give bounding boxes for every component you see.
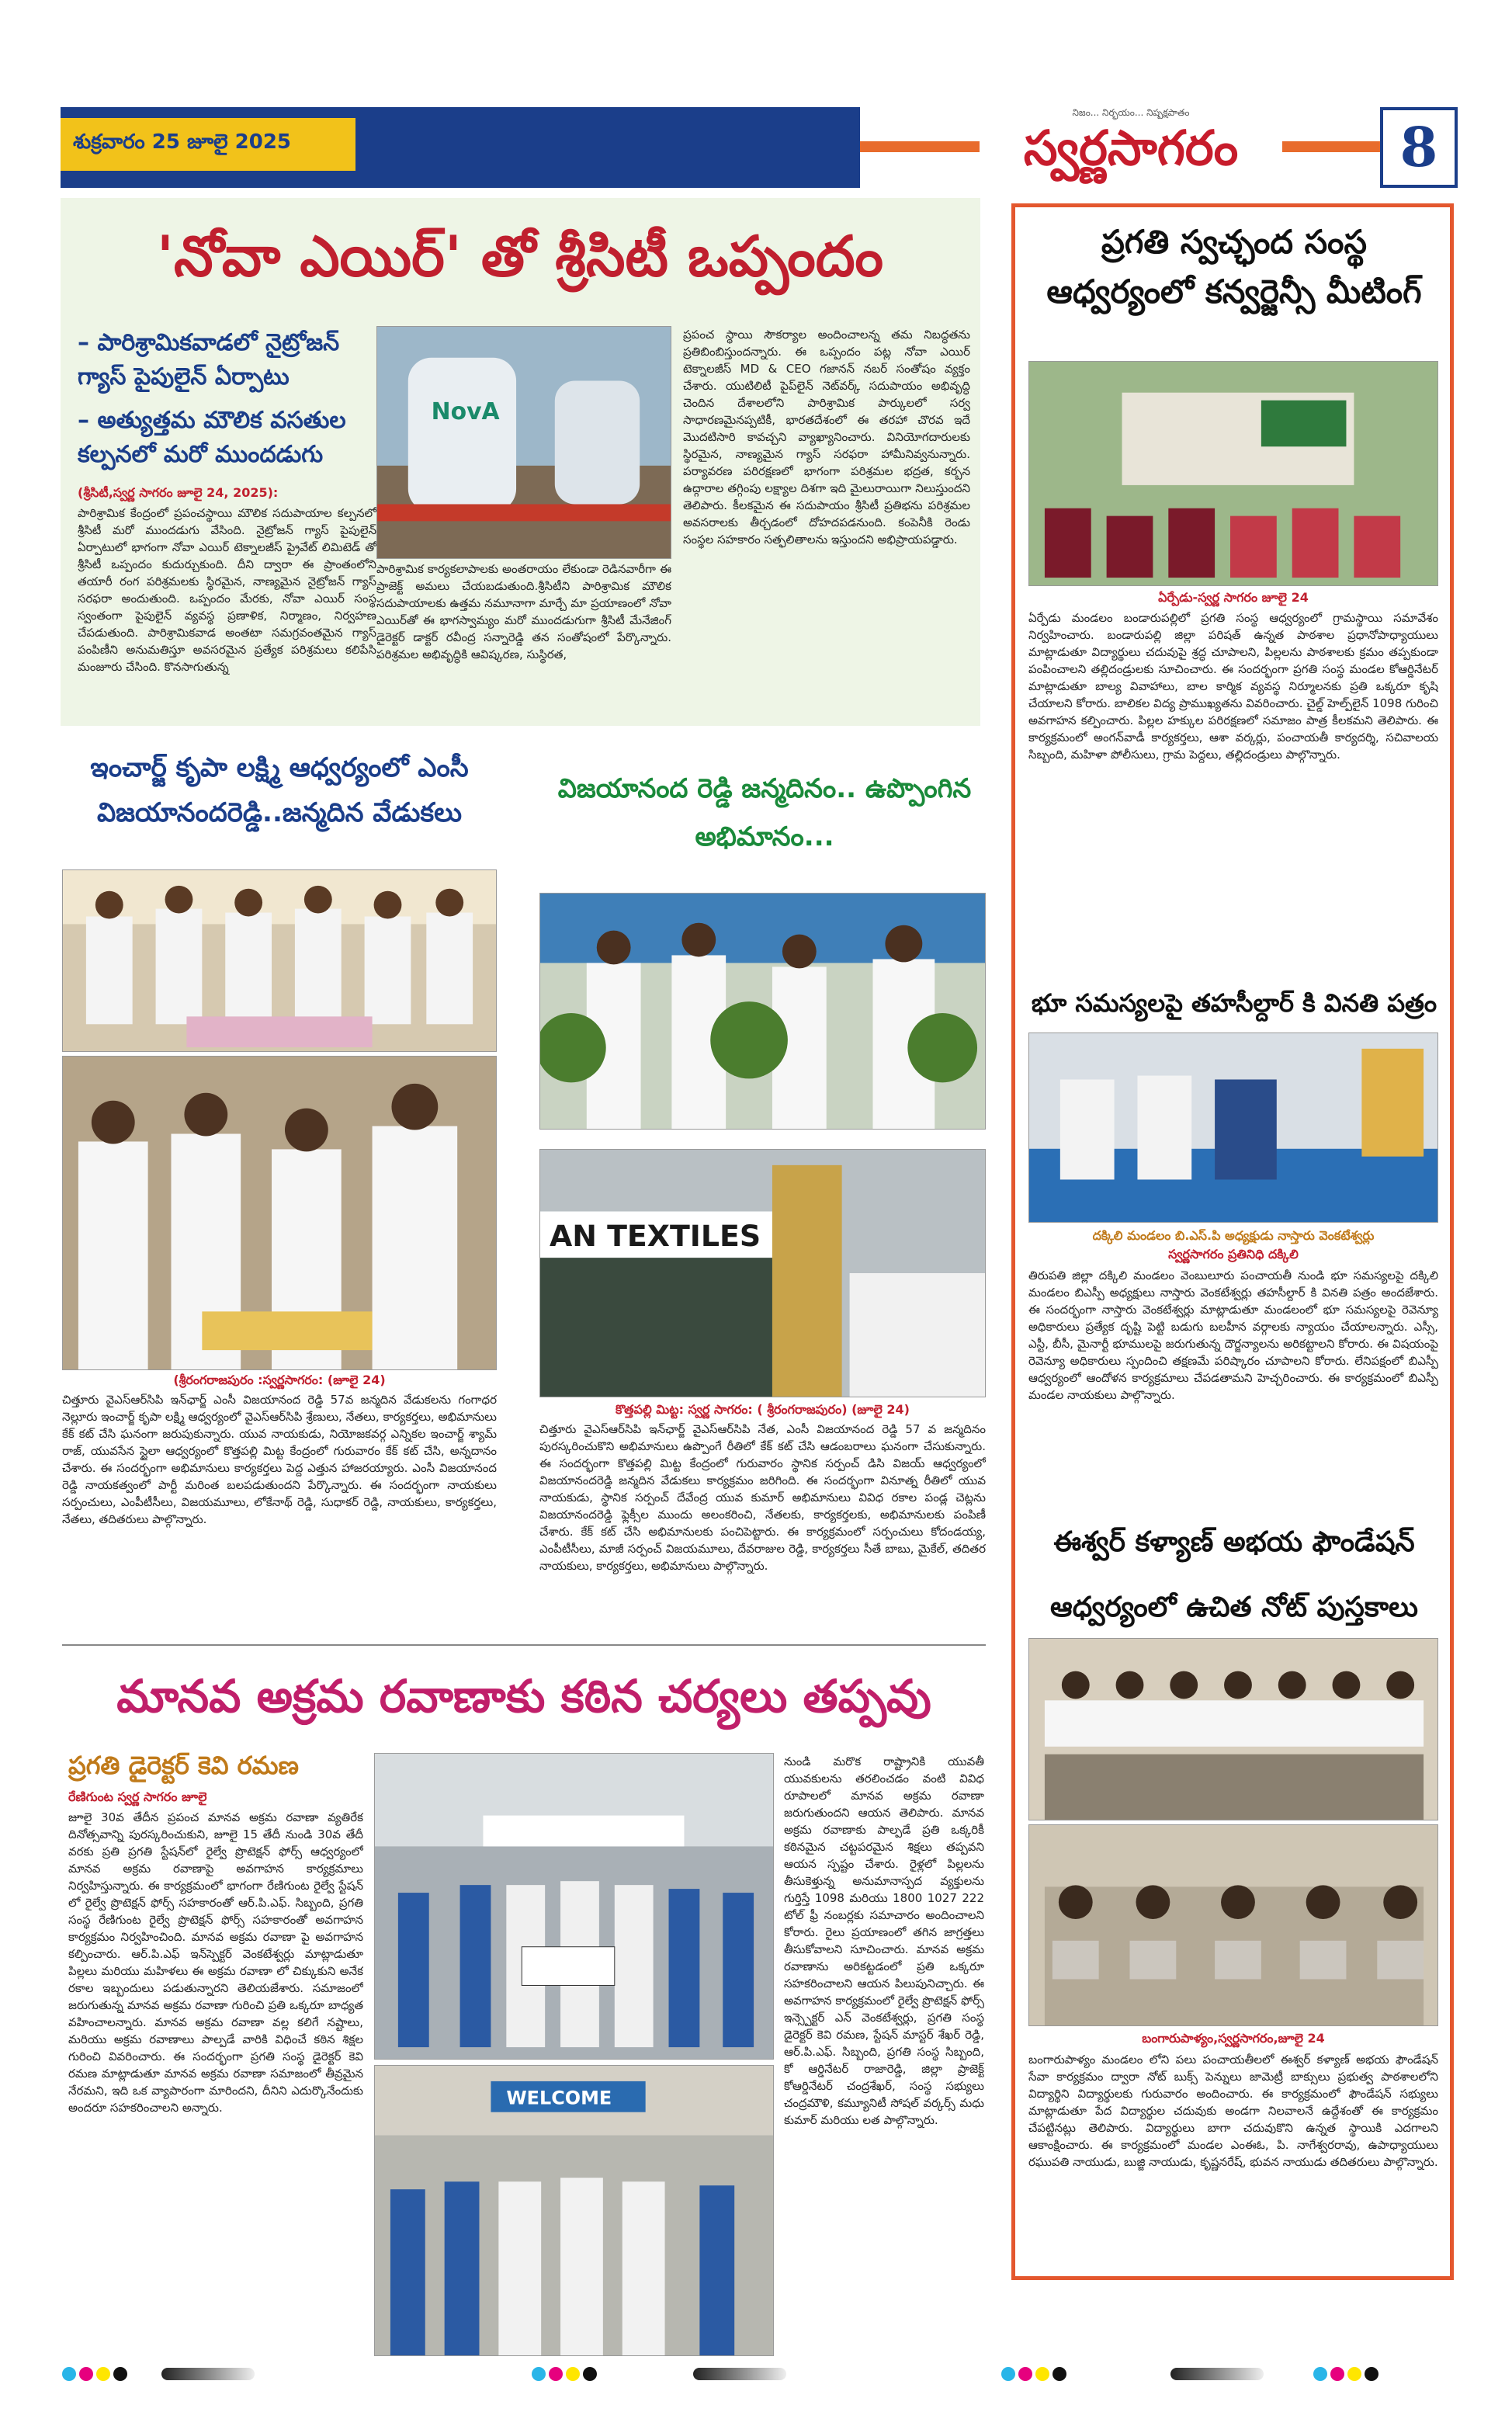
svg-text:NovA: NovA [431, 398, 500, 426]
story4-subhead: ప్రగతి డైరెక్టర్ కెవి రమణ [68, 1751, 299, 1780]
story4-photo-station [374, 2065, 774, 2356]
right-story1-headline: ప్రగతి స్వచ్ఛంద సంస్థ ఆధ్వర్యంలో కన్వర్జెన్సీ మీటింగ్ [1046, 223, 1422, 311]
masthead-title: స్వర్ణసాగరం [1023, 120, 1239, 176]
story3-headline: విజయానంద రెడ్డి జన్మదినం.. ఉప్పొంగిన అభిమానం... [557, 773, 972, 852]
registration-marks-middle [532, 2366, 786, 2382]
story3-dateline: కొత్తపల్లి మిట్ట: స్వర్ణ సాగరం: ( శ్రీరంగరాజపురం) (జూలై 24) [616, 1402, 910, 1417]
header-rule-right [1282, 141, 1380, 152]
story2-body: చిత్తూరు వైఎస్ఆర్‌సిపి ఇన్‌ఛార్జ్ ఎంసీ విజయానంద రెడ్డి 57వ జన్మదిన వేడుకలను గంగాధర నెల్లూరు ఇంచార్జ్ కృపా లక్ష్మి ఆధ్వర్యంలో వైఎస్ఆర్‌సిపి శ్రేణులు, నేతలు, కార్యకర్తలు, అభిమానులు కేక్ కట్ చేసి ఘనంగా జరుపుకున్నారు. యువ నాయకుడు, నియోజకవర్గ ఎన్నికల ఇంచార్జ్ శ్యామ్ రాజ్, యువసేన స్టైలా ఆధ్వర్యంలో కొత్తపల్లి మిట్ట కేంద్రంలో గురువారం కేక్ కట్ చేసి, అన్నదానం చేశారు. ఈ సందర్భంగా అభిమానులు కార్యకర్తలు పెద్ద ఎత్తున హాజరయ్యారు. ఎంసీ విజయానంద రెడ్డి నాయకత్వంలో పార్టీ మరింత బలపడుతుందని పేర్కొన్నారు. ఈ సందర్భంగా నాయకులు సర్పంచులు, ఎంపీటీసీలు, విజయమూలు, లోకేనాథ్ రెడ్డి, సుధాకర్ రెడ్డి, నాయకులు, కార్యకర్తలు, నేతలు, తదితరులు పాల్గొన్నారు. [62, 1393, 497, 1526]
petition-photo [1028, 1033, 1438, 1223]
registration-marks-left [62, 2366, 255, 2382]
textiles-banner-text: AN TEXTILES [549, 1219, 761, 1254]
story3-photo-statue [539, 1149, 986, 1397]
story3-photo-saplings [539, 893, 986, 1130]
section-divider [62, 1644, 986, 1646]
right-story2-body: తిరుపతి జిల్లా దక్కిలి మండలం వెంబులూరు పంచాయతీ నుండి భూ సమస్యలపై దక్కిలి మండలం బిఎస్పీ అధ్యక్షులు నాస్తారు వెంకటేశ్వర్లు తహసీల్దార్ కి వినతి పత్రం అందజేశారు. ఈ సందర్భంగా నాస్తారు వెంకటేశ్వర్లు మాట్లాడుతూ మండలంలో భూ సమస్యలపై రెవెన్యూ అధికారులు ప్రత్యేక దృష్టి పెట్టి బడుగు బలహీన వర్గాలకు న్యాయం చేయాలన్నారు. ఎస్సీ, ఎస్టీ, బీసీ, మైనార్టీ భూములపై జరుగుతున్న దౌర్జన్యాలను అరికట్టాలని కోరారు. ఈ విషయంపై రెవెన్యూ అధికారులు స్పందించి తక్షణమే పరిష్కారం చూపాలని కోరారు. లేనిపక్షంలో బిఎస్పీ ఆధ్వర్యంలో ఆందోళన కార్యక్రమాలు చేపడతామని హెచ్చరించారు. ఈ కార్యక్రమంలో బిఎస్పీ మండల నాయకులు పాల్గొన్నారు. [1028, 1269, 1438, 1402]
lead-column-2: పారిశ్రామిక కార్యకలాపాలకు అంతరాయం లేకుండా రెడినవారీగా ఈ ప్రాజెక్ట్ అమలు చేయబడుతుంది.శ్రీసిటీని పారిశ్రామిక మౌలిక సదుపాయాలకు ఉత్తమ నమూనాగా మార్చే మా ప్రయాణంలో నోవా ఎయిర్‌తో ఈ భాగస్వామ్యం మరో ముందడుగుగా శ్రీసిటీ మేనేజింగ్ డైరెక్టర్ డాక్టర్ రవీంద్ర సన్నారెడ్డి తన సంతోషంలో పేర్కొన్నారు. పరిశ్రమల అభివృద్ధికి ఆవిష్కరణ, సుస్థిరత, [376, 562, 671, 661]
right-story2-headline: భూ సమస్యలపై తహసీల్దార్ కి వినతి పత్రం [1031, 988, 1437, 1018]
lead-subhead-2: – అత్యుత్తమ మౌలిక వసతుల కల్పనలో మరో ముందడుగు [78, 407, 346, 468]
right-story3-body: బంగారుపాళ్యం మండలం లోని పలు పంచాయతీలలో ఈశ్వర్ కళ్యాణ్ అభయ ఫౌండేషన్ సేవా కార్యక్రమం ద్వారా నోట్ బుక్స్ పెన్నులు జామెట్రీ బాక్సులు ప్రభుత్వ పాఠశాలలోని విద్యార్థిని విద్యార్థులకు గురువారం అందించారు. ఈ కార్యక్రమంలో ఫౌండేషన్ సభ్యులు మాట్లాడుతూ పేద విద్యార్థుల చదువుకు అండగా నిలవాలనే ఉద్దేశంతో ఈ కార్యక్రమం చేపట్టినట్లు తెలిపారు. విద్యార్థులు బాగా చదువుకొని ఉన్నత స్థాయికి ఎదగాలని ఆకాంక్షించారు. ఈ కార్యక్రమంలో మండల ఎంఈఓ, పి. నాగేశ్వరరావు, ఉపాధ్యాయులు రఘుపతి నాయుడు, బుజ్జి నాయుడు, కృష్ణనరేష్, భువన నాయుడు తదితరులు పాల్గొన్నారు. [1028, 2053, 1438, 2169]
masthead-tag: నిజం... నిర్భయం... నిష్పక్షపాతం [1072, 107, 1190, 118]
story2-dateline: (శ్రీరంగరాజపురం :స్వర్ణసాగరం: (జూలై 24) [173, 1373, 386, 1387]
date-bar [61, 107, 860, 188]
story2-photo-cake [62, 869, 497, 1052]
nova-air-plant-photo [376, 326, 671, 559]
notebook-distribution-photo-2 [1028, 1824, 1438, 2026]
story4-column-1: జూలై 30వ తేదీన ప్రపంచ మానవ అక్రమ రవాణా వ్యతిరేక దినోత్సవాన్ని పురస్కరించుకుని, జూలై 15 తేదీ నుండి 30వ తేదీ వరకు ప్రతి ప్రగతి స్టేషన్‌లో రైల్వే ప్రొటెక్షన్ ఫోర్స్ ఆధ్వర్యంలో మానవ అక్రమ రవాణాపై అవగాహన కార్యక్రమాలు నిర్వహిస్తున్నారు. ఈ కార్యక్రమంలో భాగంగా రేణిగుంట రైల్వే స్టేషన్ లో రైల్వే ప్రొటెక్షన్ ఫోర్స్ సహకారంతో ఆర్.పి.ఎఫ్. సిబ్బంది, ప్రగతి సంస్థ రేణిగుంట రైల్వే ప్రొటెక్షన్ ఫోర్స్ సహకారంతో అవగాహన కార్యక్రమం నిర్వహించింది. మానవ అక్రమ రవాణా పై అవగాహన కల్పించారు. ఆర్.పి.ఎఫ్ ఇన్‌స్పెక్టర్ వెంకటేశ్వర్లు మాట్లాడుతూ పిల్లలు మరియు మహిళలు ఈ అక్రమ రవాణా లో చిక్కుకుని అనేక రకాల ఇబ్బందులు పడుతున్నారని తెలియజేశారు. సమాజంలో జరుగుతున్న మానవ అక్రమ రవాణా గురించి ప్రతి ఒక్కరూ బాధ్యత వహించాలన్నారు. మానవ అక్రమ రవాణా వల్ల కలిగే నష్టాలు, మరియు అక్రమ రవాణాలు పాల్పడే వారికి విధించే కఠిన శిక్షల గురించి వివరించారు. ఈ సందర్భంగా ప్రగతి సంస్థ డైరెక్టర్ కెవి రమణ మాట్లాడుతూ మానవ అక్రమ రవాణా సమాజంలో తీవ్రమైన నేరమని, ఇది ఒక వ్యాపారంగా మారిందని, దీనిని ఎదుర్కొనేందుకు అందరూ సహకరించాలని అన్నారు. [68, 1810, 363, 2115]
right-story2-subcaption: స్వర్ణసాగరం ప్రతినిధి దక్కిలి [1168, 1247, 1299, 1262]
lead-subhead-1: – పారిశ్రామికవాడలో నైట్రోజన్ గ్యాస్ పైపులైన్ ఏర్పాటు [78, 329, 340, 390]
right-story2-caption: దక్కిలి మండలం బి.ఎస్.పి అధ్యక్షుడు నాస్తారు వెంకటేశ్వర్లు [1092, 1228, 1375, 1243]
lead-column-1: పారిశ్రామిక కేంద్రంలో ప్రపంచస్థాయి మౌలిక సదుపాయాల కల్పనలో శ్రీసిటీ మరో ముందడుగు వేసింది. నైట్రోజన్ గ్యాస్ పైపులైన్ ఏర్పాటులో భాగంగా నోవా ఎయిర్ టెక్నాలజీస్ ప్రైవేట్ లిమిటెడ్ తో శ్రీసిటీ ఒప్పందం కుదుర్చుకుంది. దీని ద్వారా ఈ ప్రాంతంలోని తయారీ రంగ పరిశ్రమలకు స్థిరమైన, నాణ్యమైన నైట్రోజన్ గ్యాస్ సరఫరా అందుతుంది. ఒప్పందం మేరకు, నోవా ఎయిర్ సంస్థ స్వంతంగా పైపులైన్ వ్యవస్థ ప్రణాళిక, నిర్మాణం, నిర్వహణ చేపడుతుంది. పారిశ్రామికవాడ అంతటా సమగ్రవంతమైన గ్యాస్ పంపిణీని అనుమతిస్తూ అవసరమైన ప్రత్యేక పరిశ్రమలు కలిపేసి మంజూరు చేసింది. కొనసాగుతున్న [78, 506, 376, 674]
right-story1-body: ఏర్పేడు మండలం బండారుపల్లిలో ప్రగతి సంస్థ ఆధ్వర్యంలో గ్రామస్థాయి సమావేశం నిర్వహించారు. బండారుపల్లి జిల్లా పరిషత్ ఉన్నత పాఠశాల ప్రధానోపాధ్యాయులు మాట్లాడుతూ విద్యార్థులు చదువుపై శ్రద్ధ చూపాలని, పిల్లలను పాఠశాలకు క్రమం తప్పకుండా పంపించాలని తల్లిదండ్రులకు సూచించారు. ఈ సందర్భంగా ప్రగతి సంస్థ మండల కోఆర్డినేటర్ మాట్లాడుతూ బాల్య వివాహాలు, బాల కార్మిక వ్యవస్థ నిర్మూలనకు ప్రతి ఒక్కరూ కృషి చేయాలని కోరారు. బాలికల విద్య ప్రాముఖ్యతను వివరించారు. చైల్డ్ హెల్ప్‌లైన్ 1098 గురించి అవగాహన కల్పించారు. పిల్లల హక్కుల పరిరక్షణలో సమాజం పాత్ర కీలకమని తెలిపారు. ఈ కార్యక్రమంలో అంగన్‌వాడీ కార్యకర్తలు, ఆశా వర్కర్లు, పంచాయతీ కార్యదర్శి, సచివాలయ సిబ్బంది, మహిళా పోలీసులు, గ్రామ పెద్దలు, తల్లిదండ్రులు పాల్గొన్నారు. [1028, 611, 1438, 762]
welcome-banner-text: WELCOME [506, 2087, 612, 2109]
story2-headline: ఇంచార్జ్ కృపా లక్ష్మి ఆధ్వర్యంలో ఎంసీ విజయానందరెడ్డి..జన్మదిన వేడుకలు [90, 752, 469, 828]
header-rule-left [860, 141, 980, 152]
masthead [980, 107, 1282, 188]
notebook-distribution-photo-1 [1028, 1638, 1438, 1820]
issue-date: శుక్రవారం 25 జూలై 2025 [61, 118, 355, 171]
lead-dateline: (శ్రీసిటీ,స్వర్ణ సాగరం జూలై 24, 2025): [78, 485, 279, 500]
story2-photo-celebration [62, 1056, 497, 1370]
page-number: 8 [1380, 107, 1458, 188]
story4-headline: మానవ అక్రమ రవాణాకు కఠిన చర్యలు తప్పవు [116, 1670, 931, 1723]
right-story3-headline: ఈశ్వర్ కళ్యాణ్ అభయ ఫౌండేషన్ ఆధ్వర్యంలో ఉచిత నోట్ పుస్తకాలు [1049, 1526, 1419, 1623]
story4-dateline: రేణిగుంట స్వర్ణ సాగరం జూలై [68, 1789, 207, 1804]
story4-photo-rally [374, 1753, 774, 2060]
lead-headline: 'నోవా ఎయిర్' తో శ్రీసిటీ ఒప్పందం [156, 223, 884, 289]
story4-column-3: నుండి మరొక రాష్ట్రానికి యువతీ యువకులను తరలించడం వంటి వివిధ రూపాలలో మానవ అక్రమ రవాణా జరుగుతుందని ఆయన తెలిపారు. మానవ అక్రమ రవాణాకు పాల్పడే ప్రతి ఒక్కరికీ కఠినమైన చట్టపరమైన శిక్షలు తప్పవని ఆయన స్పష్టం చేశారు. రైళ్లలో పిల్లలను తీసుకెళ్తున్న అనుమానాస్పద వ్యక్తులను గుర్తిస్తే 1098 మరియు 1800 1027 222 టోల్ ఫ్రీ నంబర్లకు సమాచారం అందించాలని కోరారు. రైలు ప్రయాణంలో తగిన జాగ్రత్తలు తీసుకోవాలని సూచించారు. మానవ అక్రమ రవాణాను అరికట్టడంలో ప్రతి ఒక్కరూ సహకరించాలని ఆయన పిలుపునిచ్చారు. ఈ అవగాహన కార్యక్రమంలో రైల్వే ప్రొటెక్షన్ ఫోర్స్ ఇన్స్పెక్టర్ ఎన్ వెంకటేశ్వర్లు, ప్రగతి సంస్థ డైరెక్టర్ కెవి రమణ, స్టేషన్ మాస్టర్ శేఖర్ రెడ్డి, ఆర్.పి.ఎఫ్. సిబ్బంది, ప్రగతి సంస్థ సిబ్బంది, కో ఆర్డినేటర్ రాజారెడ్డి, జిల్లా ప్రాజెక్ట్ కోఆర్డినేటర్ చంద్రశేఖర్, సంస్థ సభ్యులు చంద్రమౌళి, కమ్యూనిటీ సోషల్ వర్కర్స్ మధు కుమార్ మరియు లత పాల్గొన్నారు. [784, 1754, 984, 2127]
lead-column-3: ప్రపంచ స్థాయి సౌకర్యాల అందించాలన్న తమ నిబద్ధతను ప్రతిబింబిస్తుందన్నారు. ఈ ఒప్పందం పట్ల నోవా ఎయిర్ టెక్నాలజీస్ MD & CEO గజానన్ నబర్ సంతోషం వ్యక్తం చేశారు. యుటిలిటీ పైప్‌లైన్ నెట్‌వర్క్ సదుపాయం అభివృద్ధి చెందిన దేశాలలోని పారిశ్రామిక పార్కులలో సర్వ సాధారణమైనప్పటికీ, భారతదేశంలో ఈ తరహా చొరవ ఇదే మొదటిసారి కావచ్చని వ్యాఖ్యానించారు. వినియోగదారులకు స్థిరమైన, నాణ్యమైన గ్యాస్ సరఫరా హామీనివ్వనున్నారు. పర్యావరణ పరిరక్షణలో భాగంగా పరిశ్రమల భద్రత, కర్బన ఉద్గారాల తగ్గింపు లక్ష్యాల దిశగా ఇది మైలురాయిగా నిలుస్తుందని తెలిపారు. కీలకమైన ఈ సదుపాయం శ్రీసిటీ ప్రతిభను పరిశ్రమల అవసరాలకు తీర్చడంలో దోహదపడనుంది. కంపెనీకి రెండు సంస్థల సహకారం సత్ఫలితాలను ఇస్తుందని అభిప్రాయపడ్డారు. [683, 328, 970, 547]
registration-marks-right [1001, 2366, 1378, 2382]
right-story1-caption: ఏర్పేడు-స్వర్ణ సాగరం జూలై 24 [1158, 590, 1309, 605]
right-story3-caption: బంగారుపాళ్యం,స్వర్ణసాగరం,జూలై 24 [1142, 2031, 1325, 2046]
convergence-meeting-photo [1028, 361, 1438, 586]
story3-body: చిత్తూరు వైఎస్ఆర్‌సిపి ఇన్‌ఛార్జ్ వైఎస్ఆర్‌సిపి నేత, ఎంసీ విజయానంద రెడ్డి 57 వ జన్మదినం పురస్కరించుకొని అభిమానులు ఉప్పొంగే రీతిలో కేక్ కట్ చేసి ఆడంబరాలు ఘనంగా చేసుకున్నారు. ఈ సందర్భంగా కొత్తపల్లి మిట్ట కేంద్రంలో గురువారం స్థానిక సర్పంచ్ డిసి విజయ్ ఆధ్వర్యంలో విజయానందరెడ్డి జన్మదిన వేడుకలు కార్యక్రమం జరిగింది. ఈ సందర్భంగా వినూత్న రీతిలో యువ నాయకుడు, స్థానిక సర్పంచ్ దేవేంద్ర యువ కుమార్ అభిమానులు వివిధ రకాల పండ్ల చెట్లను విజయానందరెడ్డి ఫ్లెక్సీల ముందు అలంకరించి, నేతలకు, కార్యకర్తలకు, అభిమానులకు పంపిణీ చేశారు. కేక్ కట్ చేసి అభిమానులకు పంచిపెట్టారు. ఈ కార్యక్రమంలో సర్పంచులు కోదండయ్య, ఎంపీటీసీలు, మాజీ సర్పంచ్ విజయమూలు, దేవరాజుల రెడ్డి, కార్యకర్తలు సీతే బాబు, మైకేల్, తదితర నాయకులు, కార్యకర్తలు, అభిమానులు పాల్గొన్నారు. [539, 1422, 986, 1573]
